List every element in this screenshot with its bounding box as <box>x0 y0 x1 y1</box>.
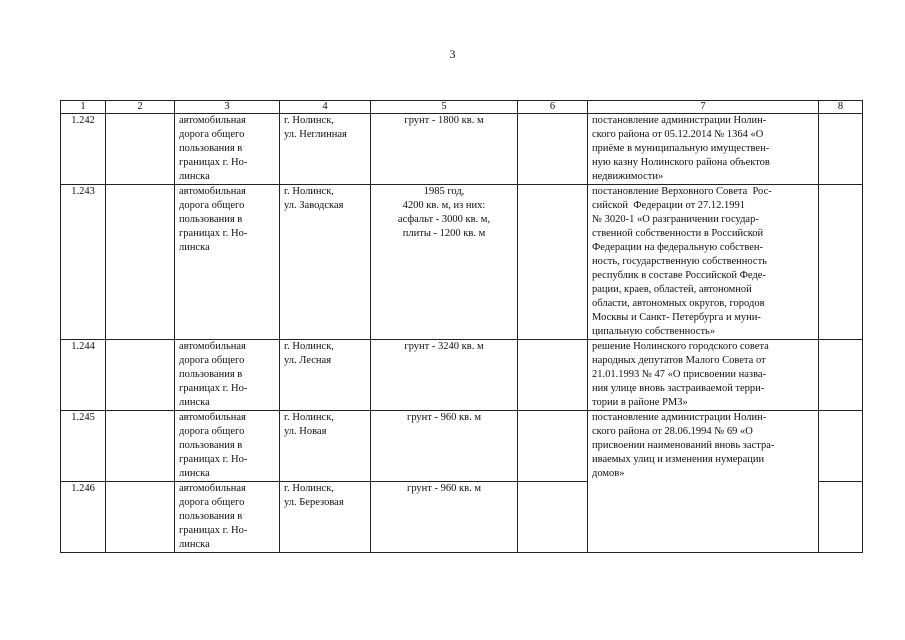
text-line: области, автономных округов, городов <box>592 298 765 309</box>
row-number: 1.243 <box>61 185 106 340</box>
text-line: ул. Новая <box>284 426 327 437</box>
text-line: Москвы и Санкт- Петербурга и муни- <box>592 312 761 323</box>
row-number: 1.242 <box>61 114 106 185</box>
cell-col8 <box>819 185 863 340</box>
text-line: грунт - 960 кв. м <box>407 483 481 494</box>
object-description <box>371 482 518 553</box>
text-line: пользования в <box>179 511 243 522</box>
text-line: 21.01.1993 № 47 «О присвоении назва- <box>592 369 767 380</box>
cell-col6 <box>518 340 588 411</box>
object-name <box>175 482 280 553</box>
cell-col6 <box>518 411 588 482</box>
legal-basis <box>588 185 819 340</box>
text-line: тории в районе РМЗ» <box>592 397 688 408</box>
text-line: народных депутатов Малого Совета от <box>592 355 766 366</box>
text-line: дорога общего <box>179 129 245 140</box>
legal-basis <box>588 340 819 411</box>
cell-col2 <box>106 185 175 340</box>
text-line: г. Нолинск, <box>284 341 334 352</box>
text-line: ность, государственную собственность <box>592 256 767 267</box>
text-line: автомобильная <box>179 412 246 423</box>
text-line: ского района от 28.06.1994 № 69 «О <box>592 426 753 437</box>
text-line: асфальт - 3000 кв. м, <box>397 214 491 225</box>
cell-col8 <box>819 482 863 553</box>
text-line: ул. Неглинная <box>284 129 347 140</box>
column-header-2: 2 <box>106 101 175 114</box>
text-line: дорога общего <box>179 426 245 437</box>
column-header-5: 5 <box>371 101 518 114</box>
text-line: решение Нолинского городского совета <box>592 341 769 352</box>
table-row <box>61 411 863 482</box>
column-header-6: 6 <box>518 101 588 114</box>
column-header-1: 1 <box>61 101 106 114</box>
text-line: ципальную собственность» <box>592 326 716 337</box>
text-line: грунт - 3240 кв. м <box>404 341 484 352</box>
text-line: рации, краев, областей, автономной <box>592 284 752 295</box>
text-line: иваемых улиц и изменения нумерации <box>592 454 765 465</box>
cell-col2 <box>106 411 175 482</box>
cell-col6 <box>518 482 588 553</box>
text-line: постановление Верховного Совета Рос- <box>592 186 772 197</box>
text-line: линска <box>179 171 210 182</box>
cell-col8 <box>819 114 863 185</box>
text-line: Федерации на федеральную собствен- <box>592 242 763 253</box>
cell-col8 <box>819 340 863 411</box>
text-line: 4200 кв. м, из них: <box>402 200 486 211</box>
object-description <box>371 411 518 482</box>
text-line: пользования в <box>179 369 243 380</box>
text-line: г. Нолинск, <box>284 115 334 126</box>
registry-table <box>60 100 863 553</box>
legal-basis <box>588 411 819 553</box>
text-line: постановление администрации Нолин- <box>592 115 767 126</box>
object-name <box>175 185 280 340</box>
table-row <box>61 340 863 411</box>
cell-col2 <box>106 114 175 185</box>
object-address <box>280 411 371 482</box>
column-header-3: 3 <box>175 101 280 114</box>
text-line: приёме в муниципальную имуществен- <box>592 143 770 154</box>
object-name <box>175 340 280 411</box>
text-line: автомобильная <box>179 186 246 197</box>
text-line: пользования в <box>179 440 243 451</box>
text-line: ул. Березовая <box>284 497 344 508</box>
column-header-8: 8 <box>819 101 863 114</box>
text-line: границах г. Но- <box>179 525 248 536</box>
text-line: г. Нолинск, <box>284 186 334 197</box>
row-number: 1.246 <box>61 482 106 553</box>
text-line: ственной собственности в Российской <box>592 228 764 239</box>
column-header-4: 4 <box>280 101 371 114</box>
text-line: автомобильная <box>179 483 246 494</box>
row-number: 1.244 <box>61 340 106 411</box>
text-line: ную казну Нолинского района объектов <box>592 157 770 168</box>
page-number: 3 <box>449 47 456 61</box>
text-line: границах г. Но- <box>179 228 248 239</box>
table-row <box>61 185 863 340</box>
object-address <box>280 482 371 553</box>
object-address <box>280 185 371 340</box>
text-line: республик в составе Российской Феде- <box>592 270 766 281</box>
text-line: пользования в <box>179 143 243 154</box>
object-name <box>175 411 280 482</box>
column-header-7: 7 <box>588 101 819 114</box>
text-line: грунт - 1800 кв. м <box>404 115 484 126</box>
row-number: 1.245 <box>61 411 106 482</box>
text-line: границах г. Но- <box>179 383 248 394</box>
object-address <box>280 114 371 185</box>
cell-col8 <box>819 411 863 482</box>
table-row <box>61 114 863 185</box>
text-line: линска <box>179 397 210 408</box>
object-description <box>371 114 518 185</box>
text-line: 1985 год, <box>423 186 465 197</box>
text-line: ния улице вновь застраиваемой терри- <box>592 383 765 394</box>
text-line: дорога общего <box>179 497 245 508</box>
object-address <box>280 340 371 411</box>
text-line: дорога общего <box>179 355 245 366</box>
text-line: присвоении наименований вновь застра- <box>592 440 775 451</box>
text-line: ул. Заводская <box>284 200 344 211</box>
text-line: линска <box>179 242 210 253</box>
cell-col2 <box>106 340 175 411</box>
text-line: постановление администрации Нолин- <box>592 412 767 423</box>
text-line: недвижимости» <box>592 171 664 182</box>
text-line: ского района от 05.12.2014 № 1364 «О <box>592 129 764 140</box>
header-row <box>61 101 863 114</box>
text-line: домов» <box>592 468 625 479</box>
text-line: границах г. Но- <box>179 454 248 465</box>
text-line: сийской Федерации от 27.12.1991 <box>592 200 746 211</box>
text-line: дорога общего <box>179 200 245 211</box>
cell-col2 <box>106 482 175 553</box>
object-description <box>371 340 518 411</box>
cell-col6 <box>518 185 588 340</box>
object-description <box>371 185 518 340</box>
text-line: плиты - 1200 кв. м <box>402 228 486 239</box>
text-line: границах г. Но- <box>179 157 248 168</box>
text-line: пользования в <box>179 214 243 225</box>
text-line: ул. Лесная <box>284 355 332 366</box>
legal-basis <box>588 114 819 185</box>
text-line: линска <box>179 539 210 550</box>
text-line: г. Нолинск, <box>284 483 334 494</box>
text-line: автомобильная <box>179 115 246 126</box>
text-line: грунт - 960 кв. м <box>407 412 481 423</box>
cell-col6 <box>518 114 588 185</box>
text-line: г. Нолинск, <box>284 412 334 423</box>
text-line: № 3020-1 «О разграничении государ- <box>592 214 759 225</box>
object-name <box>175 114 280 185</box>
text-line: линска <box>179 468 210 479</box>
text-line: автомобильная <box>179 341 246 352</box>
